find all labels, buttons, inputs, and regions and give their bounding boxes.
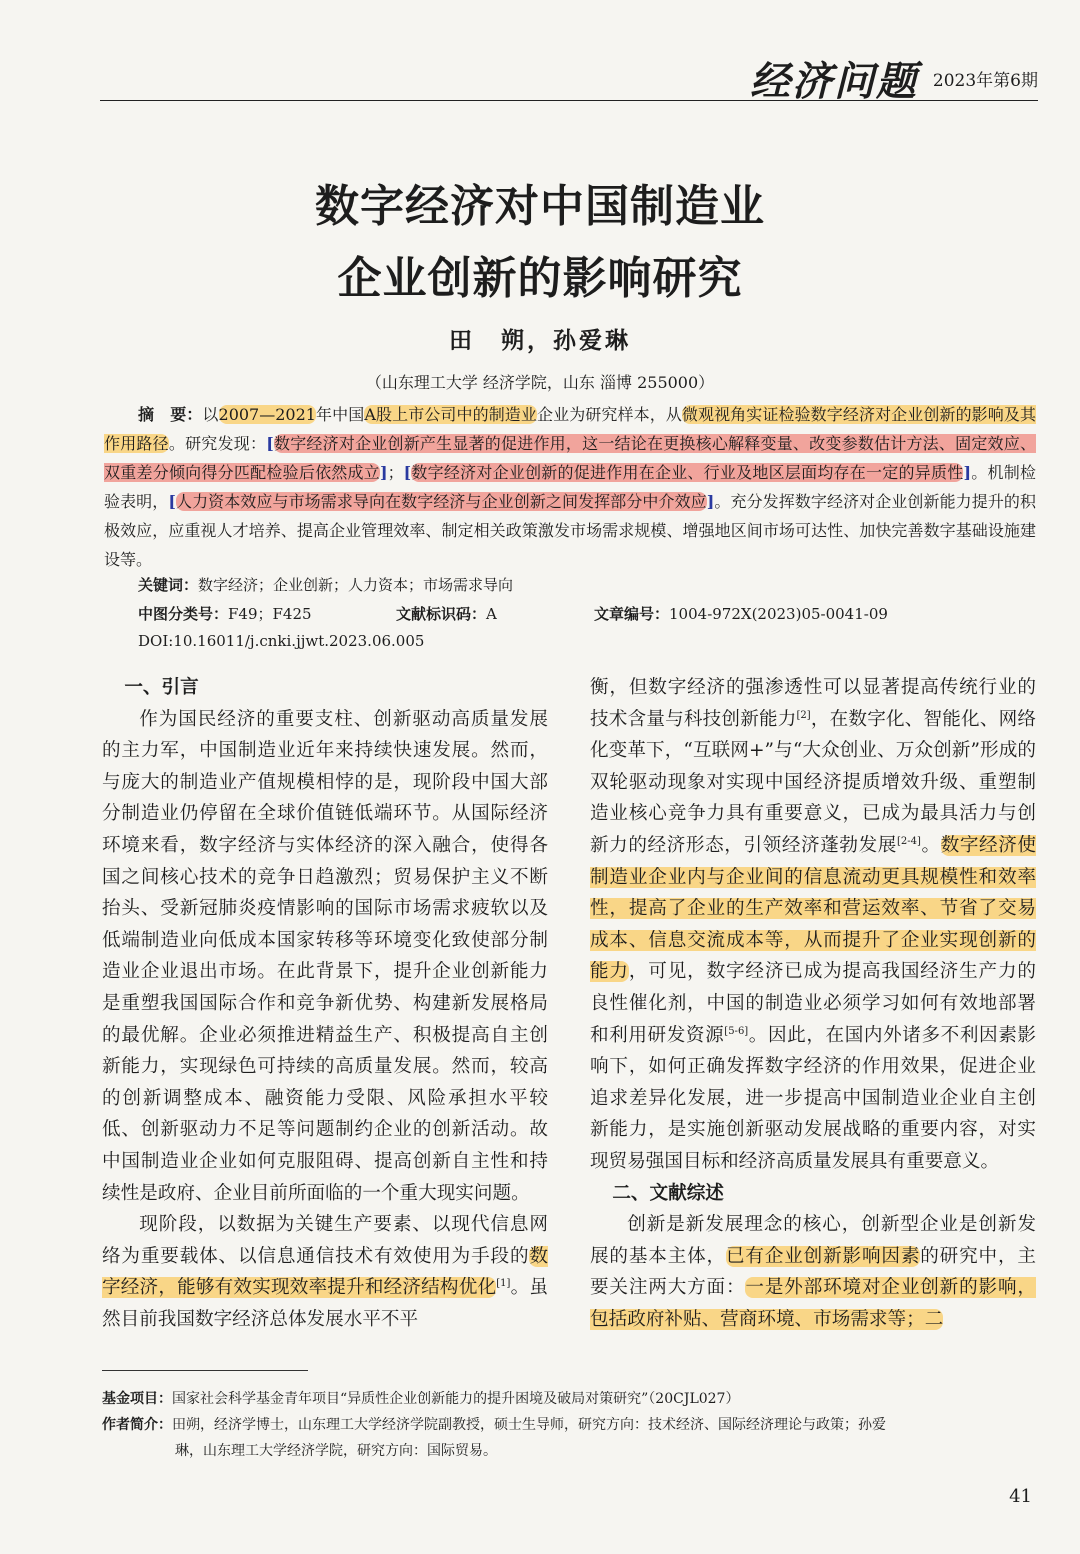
article-label: 文章编号： (594, 605, 670, 623)
section-heading (590, 1178, 1036, 1210)
text-run: 。研究发现： (168, 434, 267, 453)
author-text-line1: 田朔，经济学博士，山东理工大学经济学院副教授，硕士生导师，研究方向：技术经济、国际经济理论与政策；孙爱 (172, 1417, 886, 1433)
highlight-red: 数字经济对企业创新产生显著的促进作用，这一结论在更换核心解释变量、改变参数估计方法、固定效应、双重差分倾向得分匹配检验后依然成立 (104, 434, 1036, 482)
text-run: 企业为研究样本，从 (537, 405, 682, 424)
article-number (594, 603, 888, 624)
right-column (590, 672, 1036, 1335)
text-run: 。机制检验表明， (104, 463, 1036, 511)
text-run: 创新是新发展理念的核心，创新型企业是创新发展的基本主体， (590, 1214, 1036, 1267)
text-run: 。充分发挥数字经济对企业创新能力提升的积极效应，应重视人才培养、提高企业管理效率、制定相关政策激发市场需求规模、增强地区间市场可达性、加快完善数字基础设施建设等。 (104, 492, 1036, 569)
article-title-line2: 企业创新的影响研究 (337, 253, 743, 304)
affiliation: （山东理工大学 经济学院，山东 淄博 255000） (365, 373, 715, 392)
section-heading (102, 672, 548, 704)
document-code (396, 603, 497, 624)
text-run: ； (387, 463, 404, 482)
highlight-yellow: 数字经济使制造业企业内与企业间的信息流动更具规模性和效率性，提高了企业的生产效率和营运效率、节省了交易成本、信息交流成本等，从而提升了企业实现创新的能力 (590, 834, 1036, 983)
pen-bracket-mark: ] (380, 463, 388, 482)
fund-label: 基金项目： (102, 1391, 172, 1407)
text-run: 一、引言 (124, 677, 199, 698)
article-value: 1004-972X(2023)05-0041-09 (669, 605, 888, 623)
doc-label: 文献标识码： (396, 605, 487, 623)
author-text-line2: 琳，山东理工大学经济学院，研究方向：国际贸易。 (175, 1443, 497, 1459)
authors: 田 朔，孙爱琳 (449, 327, 631, 354)
page-number: 41 (1009, 1486, 1032, 1507)
abstract (104, 400, 1036, 574)
pen-bracket-mark: ] (706, 492, 715, 511)
author-note (102, 1412, 1036, 1438)
citation-marker: [2] (796, 709, 811, 721)
highlight-red: 数字经济对企业创新的促进作用在企业、行业及地区层面均存在一定的异质性 (411, 463, 964, 482)
citation-marker: [5-6] (724, 1025, 749, 1037)
text-run: 二、文献综述 (612, 1182, 724, 1204)
journal-header (100, 48, 1038, 105)
footnotes (102, 1386, 1036, 1464)
pen-bracket-mark: ] (963, 463, 972, 482)
text-run: 作为国民经济的重要支柱、创新驱动高质量发展的主力军，中国制造业近年来持续快速发展。然而，与庞大的制造业产值规模相悖的是，现阶段中国大部分制造业仍停留在全球价值链低端环节。从国际经济环境来看，数字经济与实体经济的深入融合，使得各国之间核心技术的竞争日趋激烈；贸易保护主义不断抬头、受新冠肺炎疫情影响的国际市场需求疲软以及低端制造业向低成本国家转移等环境变化致使部分制造业企业退出市场。在此背景下，提升企业创新能力是重塑我国国际合作和竞争新优势、构建新发展格局的最优解。企业必须推进精益生产、积极提高自主创新能力，实现绿色可持续的高质量发展。然而，较高的创新调整成本、融资能力受限、风险承担水平较低、创新驱动力不足等问题制约企业的创新活动。故中国制造业企业如何克服阻碍、提高创新自主性和持续性是政府、企业目前所面临的一个重大现实问题。 (102, 708, 548, 1204)
text-run: 的研究中，主要关注两大方面： (590, 1245, 1036, 1299)
highlight-red: 人力资本效应与市场需求导向在数字经济与企业创新之间发挥部分中介效应 (175, 492, 707, 511)
keywords-label: 关键词： (138, 576, 199, 594)
citation-marker: [2-4] (896, 835, 921, 847)
text-run: 现阶段，以数据为关键生产要素、以现代信息网络为重要载体、以信息通信技术有效使用为手段的 (102, 1214, 548, 1267)
doi: DOI:10.16011/j.cnki.jjwt.2023.06.005 (138, 632, 425, 650)
abstract-body (104, 405, 1036, 569)
fund-text: 国家社会科学基金青年项目“异质性企业创新能力的提升困境及破局对策研究”（20CJL027） (172, 1391, 740, 1407)
text-run: 年中国 (315, 405, 365, 424)
body-paragraph (102, 1209, 548, 1335)
clc-value: F49；F425 (228, 605, 312, 623)
left-column (102, 672, 548, 1335)
highlight-yellow: 一是外部环境对企业创新的影响，包括政府补贴、营商环境、市场需求等；二 (590, 1277, 1036, 1330)
text-run: 衡，但数字经济的强渗透性可以显著提高传统行业的技术含量与科技创新能力 (590, 677, 1036, 730)
highlight-yellow: 微观视角实证检验数字经济对企业创新的影响及其作用路径 (104, 405, 1036, 453)
text-run: 以 (202, 405, 219, 424)
text-run: 。虽然目前我国数字经济总体发展水平不平 (102, 1277, 548, 1330)
text-run: ，可见，数字经济已成为提高我国经济生产力的良性催化剂，中国的制造业必须学习如何有效地部署和利用研发资源 (590, 961, 1036, 1046)
article-title-line1: 数字经济对中国制造业 (315, 181, 765, 232)
journal-name: 经济问题 (750, 58, 918, 105)
keywords (138, 574, 513, 595)
body-paragraph (590, 672, 1036, 1178)
text-run: 。因此，在国内外诸多不利因素影响下，如何正确发挥数字经济的作用效果，促进企业追求差异化发展，进一步提高中国制造业企业自主创新能力，是实施创新驱动发展战略的重要内容，对实现贸易强国目标和经济高质量发展具有重要意义。 (590, 1024, 1036, 1172)
clc-label: 中图分类号： (138, 605, 229, 623)
citation-marker: [1] (496, 1278, 511, 1290)
fund-note (102, 1386, 1036, 1412)
highlight-yellow: 2007—2021 (218, 405, 316, 424)
body-paragraph (590, 1209, 1036, 1335)
author-label: 作者简介： (102, 1417, 172, 1433)
highlight-yellow: 数字经济，能够有效实现效率提升和经济结构优化 (102, 1245, 548, 1299)
highlight-yellow: A股上市公司中的制造业 (364, 405, 537, 424)
clc-code (138, 603, 312, 624)
highlight-yellow: 已有企业创新影响因素 (725, 1245, 921, 1267)
doc-value: A (486, 605, 497, 623)
body-paragraph (102, 704, 548, 1210)
text-run: ，在数字化、智能化、网络化变革下，“互联网+”与“大众创业、万众创新”形成的双轮驱动现象对实现中国经济提质增效升级、重塑制造业核心竞争力具有重要意义，已成为最具活力与创新力的经济形态，引领经济蓬勃发展 (590, 708, 1036, 856)
pen-bracket-mark: [ (168, 492, 176, 511)
pen-bracket-mark: [ (266, 434, 274, 453)
journal-issue: 2023年第6期 (932, 71, 1038, 91)
pen-bracket-mark: [ (403, 463, 412, 482)
text-run: 。 (920, 834, 941, 856)
abstract-label: 摘 要： (138, 405, 203, 424)
footnote-divider (102, 1370, 308, 1371)
keywords-value: 数字经济；企业创新；人力资本；市场需求导向 (198, 576, 514, 594)
